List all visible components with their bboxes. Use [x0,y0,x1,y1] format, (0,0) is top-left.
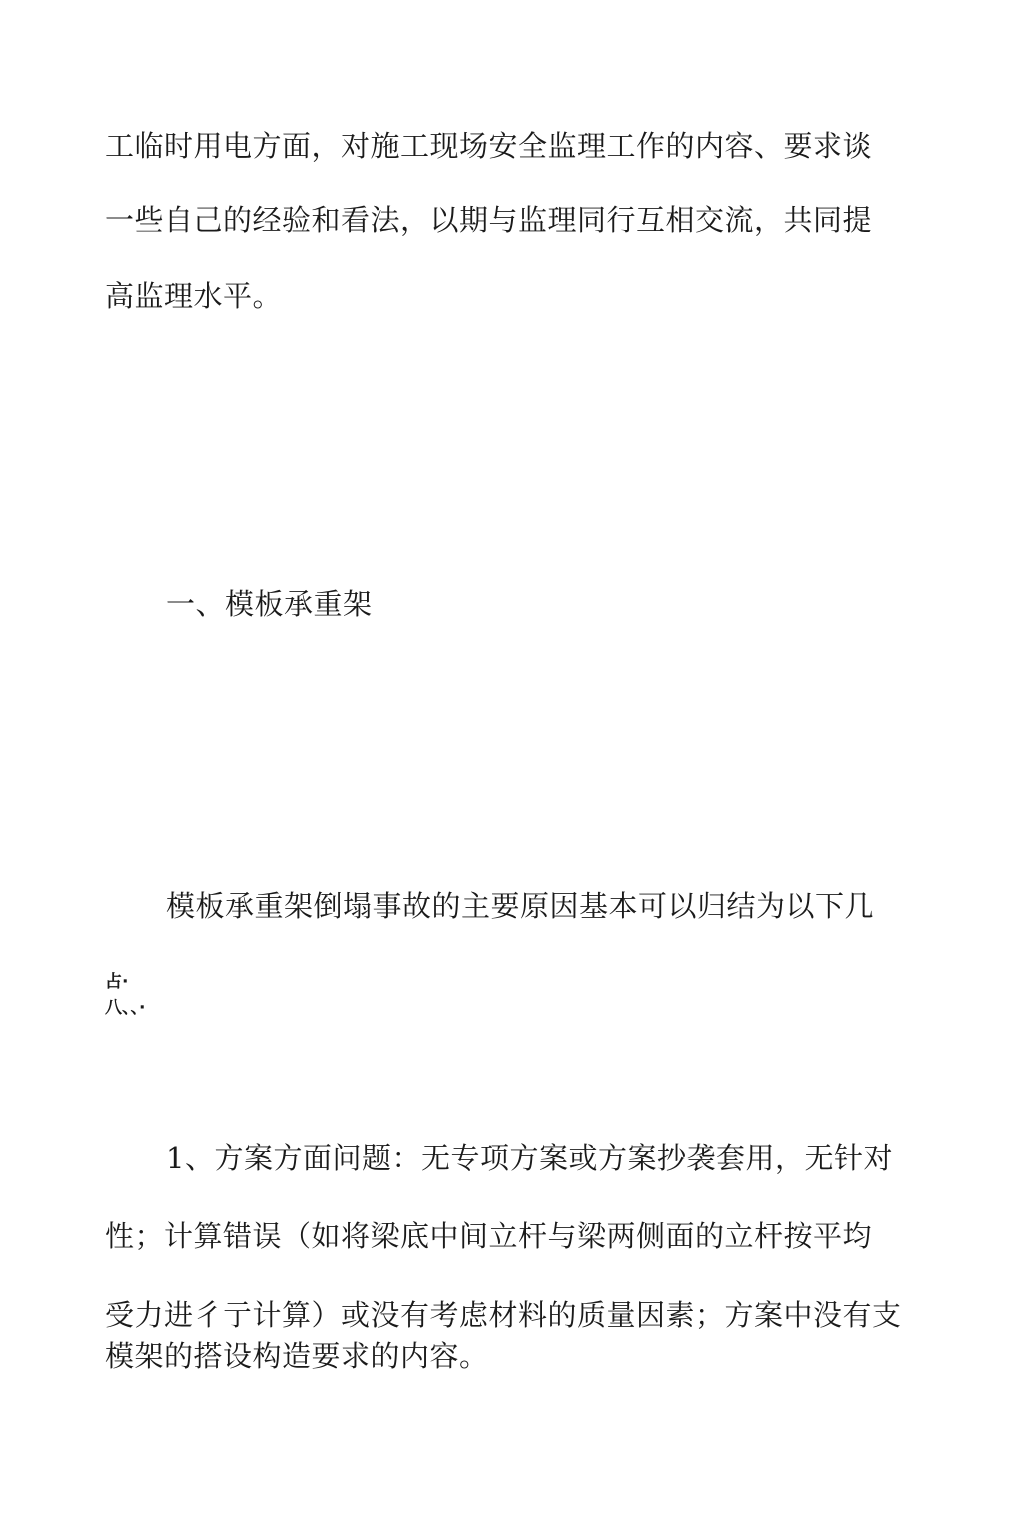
list-item-text: 、方案方面问题：无专项方案或方案抄袭套用，无针对 [184,1141,893,1175]
intro-line-1: 工临时用电方面，对施工现场安全监理工作的内容、要求谈 [105,129,873,163]
list-item-1-line-1 [166,1140,893,1176]
intro-line-3: 高监理水平。 [105,279,283,313]
garbled-fragment-b: 八、、· [105,998,146,1018]
garbled-fragment-a: 占· [105,972,129,992]
section-heading: 一、模板承重架 [166,587,373,621]
list-item-1-line-3: 受力进彳亍计算）或没有考虑材料的质量因素；方案中没有支 [105,1298,902,1332]
paragraph-line: 模板承重架倒塌事故的主要原因基本可以归结为以下几 [166,889,875,923]
list-item-1-line-2: 性；计算错误（如将梁底中间立杆与梁两侧面的立杆按平均 [105,1219,873,1253]
intro-line-2: 一些自己的经验和看法，以期与监理同行互相交流，共同提 [105,203,873,237]
list-item-1-line-4: 模架的搭设构造要求的内容。 [105,1339,489,1373]
list-item-number: 1 [166,1141,185,1175]
